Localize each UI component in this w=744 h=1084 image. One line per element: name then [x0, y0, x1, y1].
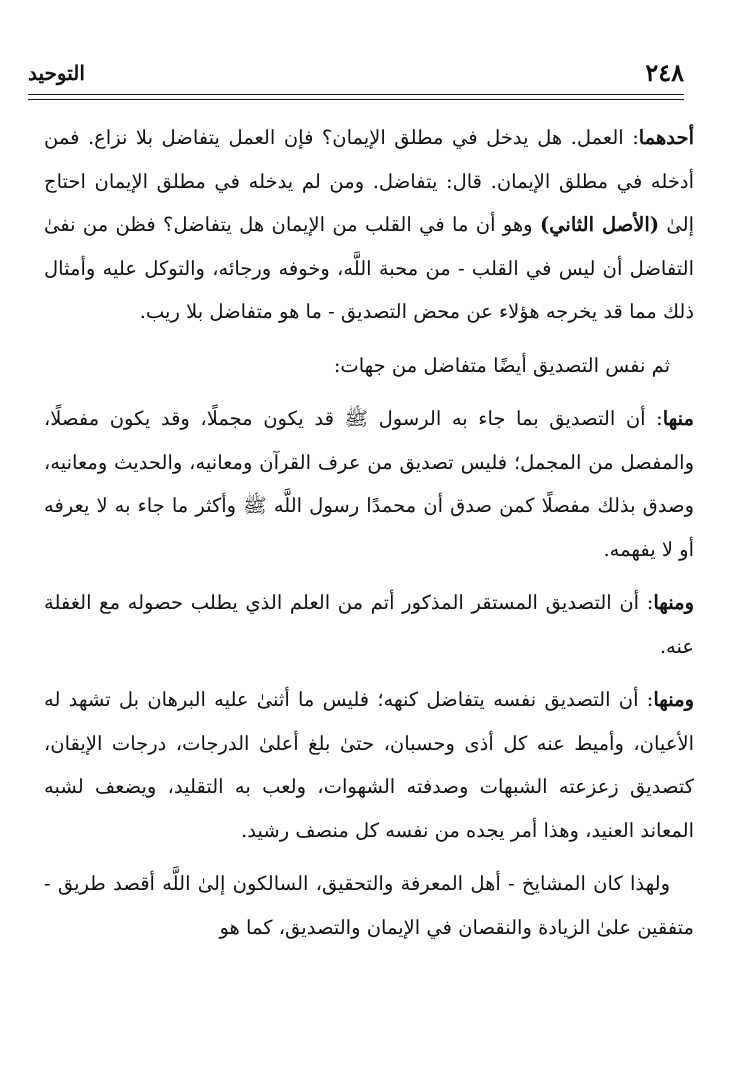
paragraph-keyword: أحدهما: [638, 126, 694, 149]
paragraph-text: وهو أن ما في القلب من الإيمان هل يتفاضل؟ فظن من نفىٰ التفاضل أن ليس في القلب - من محبة اللَّه، وخوفه ورجائه، والتوكل عليه وأمثال ذلك مما قد يخرجه هؤلاء عن محض التصديق - ما هو متفاضل بلا ريب.: [44, 213, 694, 323]
page-header: [28, 56, 684, 90]
paragraph-tasdiq-intro: [44, 344, 694, 388]
paragraph-text: : العمل. هل يدخل في مطلق الإيمان؟ فإن العمل يتفاضل بلا نزاع. فمن أدخله في مطلق الإيمان. قال: يتفاضل. ومن لم يدخله في مطلق الإيمان احتاج إلىٰ: [44, 126, 694, 236]
paragraph-text: : أن التصديق المستقر المذكور أتم من العلم الذي يطلب حصوله مع الغفلة عنه.: [44, 591, 694, 658]
paragraph-text: ولهذا كان المشايخ - أهل المعرفة والتحقيق، السالكون إلىٰ اللَّه أقصد طريق - متفقين علىٰ الزيادة والنقصان في الإيمان والتصديق، كما هو: [44, 872, 694, 939]
page-number: ٢٤٨: [645, 58, 684, 87]
paragraph-keyword: ومنها: [653, 688, 694, 711]
paragraph-mashayikh: [44, 862, 694, 949]
paragraph-text: : أن التصديق نفسه يتفاضل كنهه؛ فليس ما أثنىٰ عليه البرهان بل تشهد له الأعيان، وأميط عنه كل أذى وحسبان، حتىٰ بلغ أعلىٰ الدرجات، درجات الإيقان، كتصديق زعزعته الشبهات وصدفته الشهوات، ولعب به التقليد، ويضعف لشبه المعاند العنيد، وهذا أمر يجده من نفسه كل منصف رشيد.: [44, 688, 694, 842]
paragraph-minha-3: [44, 678, 694, 852]
paragraph-minha-2: [44, 581, 694, 668]
paragraph-text: ثم نفس التصديق أيضًا متفاضل من جهات:: [333, 353, 670, 377]
paragraph-keyword: منها: [662, 407, 694, 430]
page-body: [44, 116, 694, 949]
paragraph-keyword: ومنها: [653, 591, 694, 614]
paragraph-text: : أن التصديق بما جاء به الرسول ﷺ قد يكون مجملًا، وقد يكون مفصلًا، والمفصل من المجمل؛ فليس تصديق من عرف القرآن ومعانيه، والحديث ومعانيه، وصدق بذلك مفصلًا كمن صدق أن محمدًا رسول اللَّه ﷺ وأكثر ما جاء به لا يعرفه أو لا يفهمه.: [44, 407, 694, 561]
running-title: التوحيد: [28, 61, 85, 85]
paragraph-minha-1: [44, 397, 694, 571]
paragraph-first-principle: [44, 116, 694, 334]
header-double-rule: [28, 94, 684, 100]
paragraph-keyword: (الأصل الثاني): [539, 213, 660, 236]
